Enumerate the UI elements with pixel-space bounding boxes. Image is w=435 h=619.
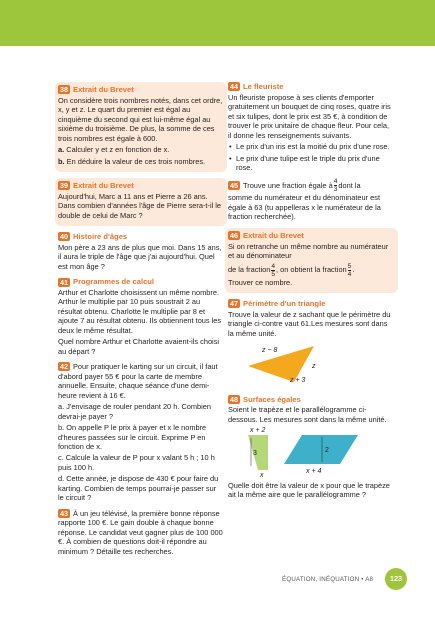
exercise-text-cont: somme du numérateur et du dénominateur est égale à 63 (tu appelleras x le numérateur de la fraction recherchée). (228, 193, 381, 222)
exercise-question: Trouver ce nombre. (228, 277, 293, 287)
shapes-figure (228, 426, 388, 478)
exercise-number: 47 (230, 299, 238, 309)
question-a: a. J'envisage de rouler pendant 20 h. Combien devrai-je payer ? (58, 402, 212, 421)
exercise-number: 46 (230, 231, 238, 241)
page-number: 123 (385, 568, 407, 590)
right-column (228, 82, 394, 506)
fraction: $\frac{4}{3}$ (333, 178, 338, 194)
exercise-text: Aujourd'hui, Marc a 11 ans et Pierre a 26 ans. Dans combien d'années l'âge de Pierre sera-t-il le double de celui de Marc ? (58, 191, 222, 220)
trapezoid-label-height: 3 (253, 450, 257, 458)
exercise-text: 45 Trouve une fraction égale à $\frac{4}{3}$ dont la (230, 178, 361, 194)
question-b: b. En déduire la valeur de ces trois nombres. (58, 156, 206, 166)
exercise-39 (55, 178, 227, 226)
exercise-text: Si on retranche un même nombre au numérateur et au dénominateur (228, 241, 389, 261)
exercise-number: 42 (60, 362, 68, 372)
triangle-figure (228, 340, 388, 386)
exercise-41 (58, 277, 223, 356)
exercise-44 (228, 82, 394, 172)
parallelogram-label-bottom: x + 4 (306, 468, 322, 476)
question-a: a. Calculer y et z en fonction de x. (58, 145, 170, 155)
trapezoid-label-top: x + 2 (250, 427, 266, 435)
triangle-label-right: z (312, 363, 316, 371)
header-band (0, 0, 435, 46)
exercise-title: Le fleuriste (243, 82, 284, 91)
exercise-number: 48 (230, 394, 238, 404)
exercise-38 (55, 82, 227, 172)
exercise-number: 40 (60, 232, 68, 242)
chapter-footer: ÉQUATION, INÉQUATION • A8 (282, 576, 374, 583)
triangle-label-bottom: z + 3 (290, 377, 306, 385)
exercise-number: 44 (230, 82, 238, 92)
exercise-title: Extrait du Brevet (73, 85, 134, 94)
exercise-40 (58, 232, 223, 271)
exercise-text: On considère trois nombres notés, dans cet ordre, x, y et z. Le quart du premier est égal au cinquième du second qui est lui-même égal au sixième du troisième. De plus, la somme de ces trois nombres est égale à 600. (58, 95, 223, 143)
parallelogram-shape (284, 435, 358, 464)
bullet-item: • Le prix d'un iris est la moitié du prix d'une rose. (228, 142, 394, 151)
exercise-text: 43 À un jeu télévisé, la première bonne réponse rapporte 100 €. Le gain double à chaque bonne réponse. Le candidat veut gagner plus de 100 000 €. À combien de questions doit-il répondre au minimum ? Détaille tes recherches. (58, 508, 223, 556)
exercise-title: Programmes de calcul (73, 277, 155, 287)
triangle-label-top: z − 8 (262, 347, 278, 355)
exercise-number: 41 (60, 277, 68, 287)
exercise-title: Extrait du Brevet (73, 181, 134, 190)
exercise-title: Périmètre d'un triangle (243, 299, 326, 308)
exercise-43 (58, 509, 223, 556)
bullet-item: • Le prix d'une tulipe est le triple du prix d'une rose. (228, 154, 394, 173)
question-b: b. On appelle P le prix à payer et x le nombre d'heures passées sur le circuit. Exprime P en fonction de x. (58, 423, 207, 451)
exercise-number: 39 (60, 181, 68, 191)
question-c: c. Calcule la valeur de P pour x valant 5 h ; 10 h puis 100 h. (58, 453, 215, 472)
fraction: $\frac{4}{5}$ (271, 262, 275, 278)
exercise-text: Un fleuriste propose à ses clients d'emporter gratuitement un bouquet de cinq roses, quatre iris et six tulipes, dont le prix est 35 €, à condition de trouver le prix unitaire de chaque fleur. Pour cela, il donne les renseignements suivants. (228, 92, 391, 140)
exercise-title: Histoire d'âges (73, 232, 128, 242)
exercise-question: Quel nombre Arthur et Charlotte avaient-ils choisi au départ ? (58, 337, 220, 356)
exercise-text: Soient le trapèze et le parallélogramme ci-dessous. Les mesures sont dans la même unité. (228, 405, 387, 424)
exercise-48 (228, 395, 394, 500)
fraction-line: de la fraction $\frac{4}{5}$ , on obtient la fraction $\frac{5}{4}$ . (228, 262, 355, 278)
exercise-45 (228, 178, 394, 221)
exercise-number: 43 (60, 508, 68, 518)
exercise-question: Quelle doit être la valeur de x pour que le trapèze ait la même aire que le parallélogramme ? (228, 480, 390, 500)
exercise-text: Arthur et Charlotte choisissent un même nombre. Arthur le multiplie par 10 puis soustrait 2 au résultat obtenu. Charlotte le multiplie par 8 et ajoute 7 au résultat obtenu. Ils obtiennent tous les deux le même résultat. (58, 287, 222, 335)
exercise-number: 45 (230, 181, 238, 191)
exercise-text: Trouve la valeur de z sachant que le périmètre du triangle ci-contre vaut 61.Les mesures sont dans la même unité. (228, 309, 391, 338)
parallelogram-label-height: 2 (325, 447, 329, 455)
fraction: $\frac{5}{4}$ (347, 262, 352, 278)
exercise-text: Mon père a 23 ans de plus que moi. Dans 15 ans, il aura le triple de l'âge que j'ai aujourd'hui. Quel est mon âge ? (58, 242, 222, 271)
left-column (58, 82, 223, 562)
trapezoid-label-bottom: x (260, 472, 264, 479)
exercise-title: Surfaces égales (243, 394, 301, 404)
question-d: d. Cette année, je dispose de 430 € pour faire du karting. Combien de temps pourrai-je passer sur le circuit ? (58, 474, 219, 503)
exercise-intro: 42 Pour pratiquer le karting sur un circuit, il faut d'abord payer 55 € pour la carte de membre annuelle. Ensuite, chaque séance d'une demi-heure revient à 16 €. (58, 362, 218, 400)
exercise-42 (58, 362, 223, 503)
exercise-47 (228, 299, 394, 389)
exercise-number: 38 (60, 85, 68, 95)
exercise-title: Extrait du Brevet (243, 230, 304, 240)
exercise-46 (225, 228, 398, 293)
